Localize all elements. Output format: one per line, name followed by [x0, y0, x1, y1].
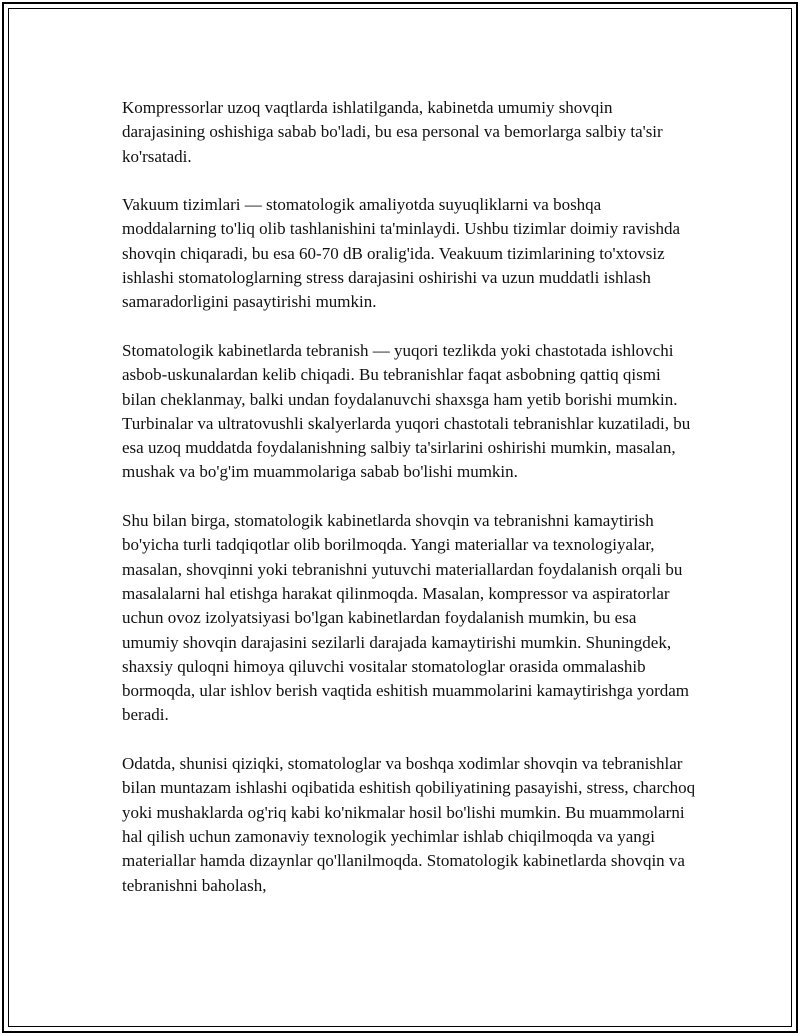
document-body [122, 96, 697, 922]
paragraph-health-effects: Odatda, shunisi qiziqki, stomatologlar va boshqa xodimlar shovqin va tebranishlar bilan muntazam ishlashi oqibatida eshitish qobiliyatining pasayishi, stress, charchoq yoki mushaklarda og'riq kabi ko'nikmalar hosil bo'lishi mumkin. Bu muammolarni hal qilish uchun zamonaviy texnologik yechimlar ishlab chiqilmoqda va yangi materiallar hamda dizaynlar qo'llanilmoqda. Stomatologik kabinetlarda shovqin va tebranishni baholash, [122, 754, 696, 895]
paragraph-vacuum-systems: Vakuum tizimlari — stomatologik amaliyotda suyuqliklarni va boshqa moddalarning to'liq olib tashlanishini ta'minlaydi. Ushbu tizimlar doimiy ravishda shovqin chiqaradi, bu esa 60-70 dB oralig'ida. Veakuum tizimlarining to'xtovsiz ishlashi stomatologlarning stress darajasini oshirishi va uzun muddatli ishlash samaradorligini pasaytirishi mumkin. [122, 195, 681, 312]
paragraph-noise-reduction: Shu bilan birga, stomatologik kabinetlarda shovqin va tebranishni kamaytirish bo'yicha turli tadqiqotlar olib borilmoqda. Yangi materiallar va texnologiyalar, masalan, shovqinni yoki tebranishni yutuvchi materiallardan foydalanish orqali bu masalalarni hal etishga harakat qilinmoqda. Masalan, kompressor va aspiratorlar uchun ovoz izolyatsiyasi bo'lgan kabinetlardan foydalanish mumkin, bu esa umumiy shovqin darajasini sezilarli darajada kamaytirishi mumkin. Shuningdek, shaxsiy quloqni himoya qiluvchi vositalar stomatologlar orasida ommalashib bormoqda, ular ishlov berish vaqtida eshitish muammolarini kamaytirishga yordam beradi. [122, 511, 690, 725]
paragraph-vibration: Stomatologik kabinetlarda tebranish — yuqori tezlikda yoki chastotada ishlovchi asbob-uskunalardan kelib chiqadi. Bu tebranishlar faqat asbobning qattiq qismi bilan cheklanmay, balki undan foydalanuvchi shaxsga ham yetib borishi mumkin. Turbinalar va ultratovushli skalyerlarda yuqori chastotali tebranishlar kuzatiladi, bu esa uzoq muddatda foydalanishning salbiy ta'sirlarini oshirishi mumkin, masalan, mushak va bo'g'im muammolariga sabab bo'lishi mumkin. [122, 340, 691, 482]
paragraph-compressors: Kompressorlar uzoq vaqtlarda ishlatilganda, kabinetda umumiy shovqin darajasining oshishiga sabab bo'ladi, bu esa personal va bemorlarga salbiy ta'sir ko'rsatadi. [122, 98, 663, 166]
document-page [2, 2, 798, 1033]
